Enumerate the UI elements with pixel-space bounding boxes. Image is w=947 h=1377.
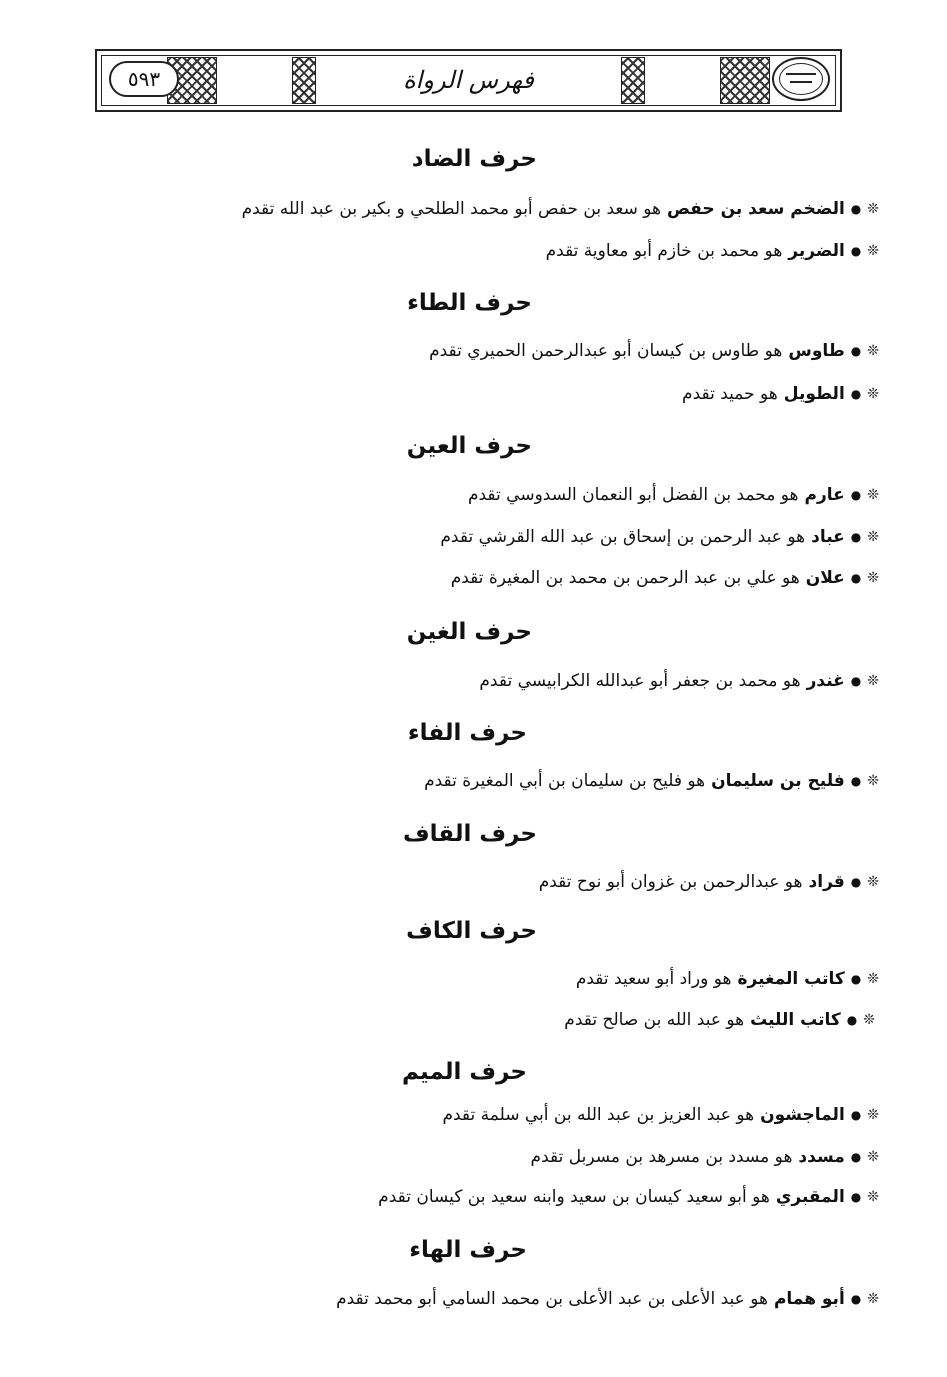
list-item bbox=[440, 527, 879, 547]
narrator-name: المقبري bbox=[775, 1187, 845, 1207]
bullet-icon: ● bbox=[850, 674, 862, 688]
page-number: ٥٩٣ bbox=[109, 61, 179, 97]
bullet-icon: ● bbox=[850, 972, 862, 986]
narrator-name: الماجشون bbox=[760, 1105, 845, 1125]
list-item bbox=[242, 199, 879, 219]
list-item bbox=[576, 969, 879, 989]
section-heading-dad: حرف الضاد bbox=[411, 146, 537, 172]
ornament-pattern-mid-right bbox=[621, 57, 645, 104]
bullet-icon: ● bbox=[850, 1292, 862, 1306]
narrator-description: هو طاوس بن كيسان أبو عبدالرحمن الحميري تقدم bbox=[429, 341, 783, 361]
asterism-icon: ❊ bbox=[867, 874, 879, 890]
list-item bbox=[479, 671, 879, 691]
book-seal-logo bbox=[772, 57, 830, 101]
asterism-icon: ❊ bbox=[867, 673, 879, 689]
bullet-icon: ● bbox=[850, 1150, 862, 1164]
asterism-icon: ❊ bbox=[867, 971, 879, 987]
narrator-description: هو وراد أبو سعيد تقدم bbox=[575, 969, 732, 989]
list-item bbox=[451, 568, 879, 588]
narrator-description: هو محمد بن خازم أبو معاوية تقدم bbox=[545, 241, 783, 261]
list-item bbox=[468, 485, 879, 505]
narrator-description: هو عبد الرحمن بن إسحاق بن عبد الله القرشي تقدم bbox=[440, 527, 806, 547]
asterism-icon: ❊ bbox=[867, 386, 879, 402]
bullet-icon: ● bbox=[846, 1013, 858, 1027]
bullet-icon: ● bbox=[850, 1190, 862, 1204]
narrator-description: هو عبد الله بن صالح تقدم bbox=[564, 1010, 745, 1030]
list-item bbox=[442, 1105, 879, 1125]
narrator-name: الضرير bbox=[788, 241, 845, 261]
section-heading-ta: حرف الطاء bbox=[407, 290, 532, 316]
narrator-description: هو حميد تقدم bbox=[682, 384, 778, 404]
narrator-name: قراد bbox=[808, 872, 845, 892]
asterism-icon: ❊ bbox=[867, 343, 879, 359]
narrator-name: الطويل bbox=[783, 384, 845, 404]
narrator-name: أبو همام bbox=[773, 1289, 845, 1309]
narrator-description: هو عبدالرحمن بن غزوان أبو نوح تقدم bbox=[538, 872, 803, 892]
asterism-icon: ❊ bbox=[867, 1107, 879, 1123]
narrator-description: هو فليح بن سليمان بن أبي المغيرة تقدم bbox=[424, 771, 706, 791]
bullet-icon: ● bbox=[850, 202, 862, 216]
asterism-icon: ❊ bbox=[867, 487, 879, 503]
narrator-name: كاتب المغيرة bbox=[737, 969, 845, 989]
ornament-pattern-mid-left bbox=[292, 57, 316, 104]
narrator-name: عباد bbox=[811, 527, 845, 547]
section-heading-ha: حرف الهاء bbox=[409, 1237, 527, 1263]
bullet-icon: ● bbox=[850, 875, 862, 889]
asterism-icon: ❊ bbox=[867, 773, 879, 789]
asterism-icon: ❊ bbox=[867, 1189, 879, 1205]
list-item bbox=[429, 341, 879, 361]
asterism-icon: ❊ bbox=[867, 1149, 879, 1165]
bullet-icon: ● bbox=[850, 244, 862, 258]
section-heading-kaf: حرف الكاف bbox=[406, 918, 537, 944]
narrator-description: هو أبو سعيد كيسان بن سعيد وابنه سعيد بن كيسان تقدم bbox=[378, 1187, 770, 1207]
narrator-name: مسدد bbox=[798, 1147, 845, 1167]
bullet-icon: ● bbox=[850, 488, 862, 502]
asterism-icon: ❊ bbox=[867, 243, 879, 259]
list-item bbox=[546, 241, 879, 261]
narrator-name: طاوس bbox=[788, 341, 845, 361]
narrator-description: هو عبد العزيز بن عبد الله بن أبي سلمة تقدم bbox=[442, 1105, 755, 1125]
narrator-name: علان bbox=[805, 568, 845, 588]
list-item bbox=[682, 384, 879, 404]
narrator-name: كاتب الليث bbox=[750, 1010, 841, 1030]
narrator-name: الضخم سعد بن حفص bbox=[666, 199, 845, 219]
list-item bbox=[531, 1147, 879, 1167]
asterism-icon: ❊ bbox=[867, 570, 879, 586]
list-item bbox=[336, 1289, 879, 1309]
page-header bbox=[95, 49, 842, 112]
section-heading-qaf: حرف القاف bbox=[402, 821, 537, 847]
section-heading-fa: حرف الفاء bbox=[407, 720, 527, 746]
asterism-icon: ❊ bbox=[867, 201, 879, 217]
section-heading-ghain: حرف الغين bbox=[406, 619, 532, 645]
asterism-icon: ❊ bbox=[863, 1012, 875, 1028]
asterism-icon: ❊ bbox=[867, 529, 879, 545]
asterism-icon: ❊ bbox=[867, 1291, 879, 1307]
list-item bbox=[564, 1010, 875, 1030]
section-heading-ain: حرف العين bbox=[406, 433, 532, 459]
bullet-icon: ● bbox=[850, 1108, 862, 1122]
section-heading-mim: حرف الميم bbox=[402, 1059, 527, 1085]
narrator-name: غندر bbox=[806, 671, 845, 691]
list-item bbox=[424, 771, 879, 791]
bullet-icon: ● bbox=[850, 344, 862, 358]
narrator-description: هو عبد الأعلى بن عبد الأعلى بن محمد السامي أبو محمد تقدم bbox=[336, 1289, 768, 1309]
narrator-description: هو محمد بن الفضل أبو النعمان السدوسي تقدم bbox=[467, 485, 799, 505]
bullet-icon: ● bbox=[850, 387, 862, 401]
narrator-description: هو مسدد بن مسرهد بن مسربل تقدم bbox=[530, 1147, 793, 1167]
list-item bbox=[378, 1187, 879, 1207]
bullet-icon: ● bbox=[850, 530, 862, 544]
narrator-name: فليح بن سليمان bbox=[711, 771, 845, 791]
narrator-description: هو سعد بن حفص أبو محمد الطلحي و بكير بن عبد الله تقدم bbox=[241, 199, 661, 219]
list-item bbox=[539, 872, 879, 892]
narrator-description: هو علي بن عبد الرحمن بن محمد بن المغيرة تقدم bbox=[450, 568, 800, 588]
narrator-description: هو محمد بن جعفر أبو عبدالله الكرابيسي تقدم bbox=[479, 671, 801, 691]
page-title: فهرس الرواة bbox=[403, 66, 534, 94]
bullet-icon: ● bbox=[850, 571, 862, 585]
narrator-name: عارم bbox=[804, 485, 845, 505]
ornament-pattern-right bbox=[720, 57, 770, 104]
bullet-icon: ● bbox=[850, 774, 862, 788]
